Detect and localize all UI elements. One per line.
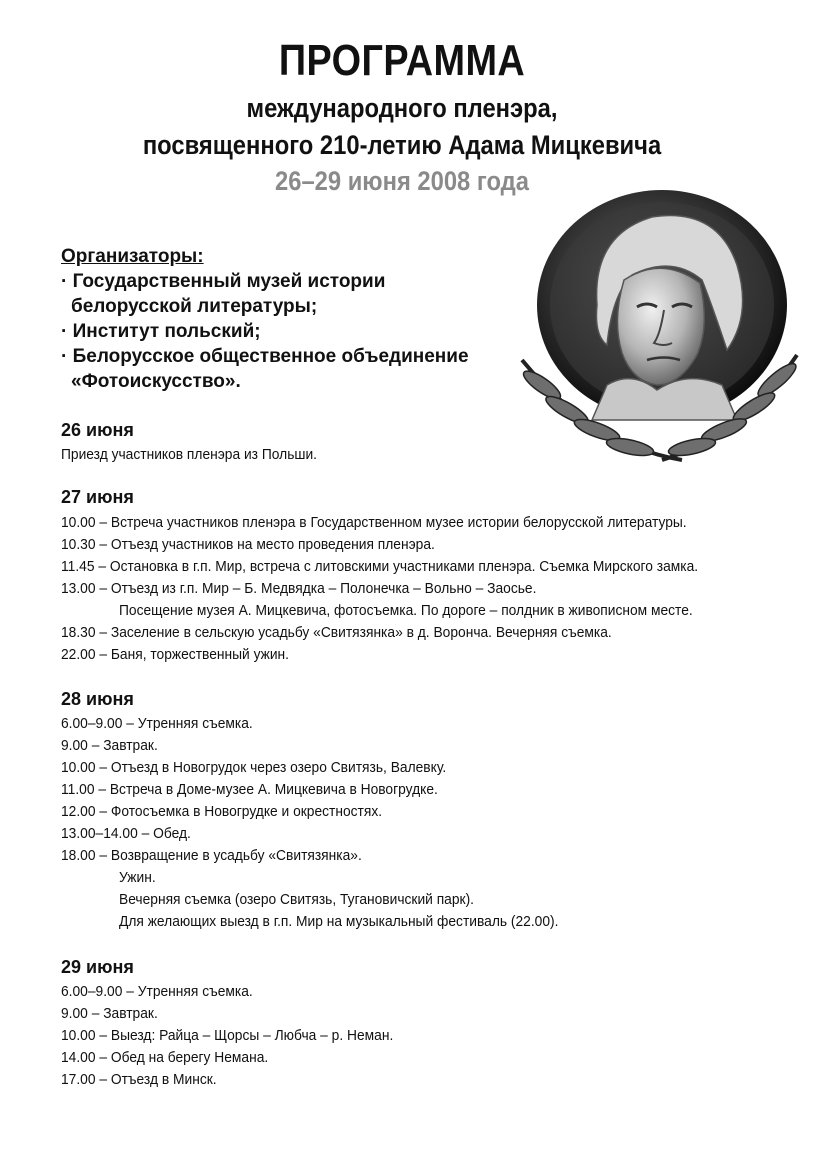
organizer-item-cont: белорусской литературы; bbox=[71, 296, 318, 317]
day-heading: 28 июня bbox=[61, 689, 134, 709]
schedule-line: Для желающих выезд в г.п. Мир на музыкальный фестиваль (22.00). bbox=[119, 913, 559, 930]
schedule-line: 18.00 – Возвращение в усадьбу «Свитязянка». bbox=[61, 847, 362, 864]
schedule-line: 11.45 – Остановка в г.п. Мир, встреча с литовскими участниками пленэра. Съемка Мирского замка. bbox=[61, 558, 699, 575]
schedule-line: 14.00 – Обед на берегу Немана. bbox=[61, 1049, 269, 1066]
schedule-line: 10.00 – Выезд: Райца – Щорсы – Любча – р. Неман. bbox=[61, 1027, 394, 1044]
schedule-line: Приезд участников пленэра из Польши. bbox=[61, 446, 318, 463]
event-dates: 26–29 июня 2008 года bbox=[275, 166, 529, 196]
organizer-item: · Институт польский; bbox=[61, 321, 261, 342]
schedule-line: Ужин. bbox=[119, 869, 156, 886]
day-heading: 27 июня bbox=[61, 487, 134, 507]
schedule-line: Вечерняя съемка (озеро Свитязь, Тугановичский парк). bbox=[119, 891, 475, 908]
organizer-item: · Белорусское общественное объединение bbox=[61, 346, 469, 367]
schedule-line: 9.00 – Завтрак. bbox=[61, 737, 158, 754]
day-heading: 26 июня bbox=[61, 420, 134, 440]
organizer-item-cont: «Фотоискусство». bbox=[71, 371, 241, 392]
schedule-line: Посещение музея А. Мицкевича, фотосъемка. По дороге – полдник в живописном месте. bbox=[119, 602, 693, 619]
day-heading: 29 июня bbox=[61, 957, 134, 977]
subtitle-line-2: посвященного 210-летию Адама Мицкевича bbox=[142, 130, 662, 160]
schedule-line: 10.00 – Отъезд в Новогрудок через озеро Свитязь, Валевку. bbox=[61, 759, 447, 776]
schedule-line: 11.00 – Встреча в Доме-музее А. Мицкевича в Новогрудке. bbox=[61, 781, 438, 798]
schedule-line: 10.00 – Встреча участников пленэра в Государственном музее истории белорусской литературы. bbox=[61, 514, 687, 531]
schedule-line: 10.30 – Отъезд участников на место проведения пленэра. bbox=[61, 536, 435, 553]
page-title: ПРОГРАММА bbox=[278, 36, 526, 85]
schedule-line: 6.00–9.00 – Утренняя съемка. bbox=[61, 983, 253, 1000]
organizer-item: · Государственный музей истории bbox=[61, 271, 386, 292]
schedule-line: 22.00 – Баня, торжественный ужин. bbox=[61, 646, 290, 663]
schedule-line: 6.00–9.00 – Утренняя съемка. bbox=[61, 715, 253, 732]
schedule-line: 17.00 – Отъезд в Минск. bbox=[61, 1071, 217, 1088]
organizers-heading: Организаторы: bbox=[61, 246, 204, 267]
schedule-line: 9.00 – Завтрак. bbox=[61, 1005, 158, 1022]
schedule-line: 12.00 – Фотосъемка в Новогрудке и окрестностях. bbox=[61, 803, 383, 820]
schedule-line: 13.00–14.00 – Обед. bbox=[61, 825, 191, 842]
subtitle-line-1: международного пленэра, bbox=[246, 93, 558, 123]
schedule-line: 18.30 – Заселение в сельскую усадьбу «Свитязянка» в д. Ворончa. Вечерняя съемка. bbox=[61, 624, 612, 641]
schedule-line: 13.00 – Отъезд из г.п. Мир – Б. Медвядка – Полонечка – Вольно – Заосье. bbox=[61, 580, 537, 597]
organizers-block bbox=[61, 244, 521, 394]
portrait-medallion-icon bbox=[512, 185, 802, 475]
